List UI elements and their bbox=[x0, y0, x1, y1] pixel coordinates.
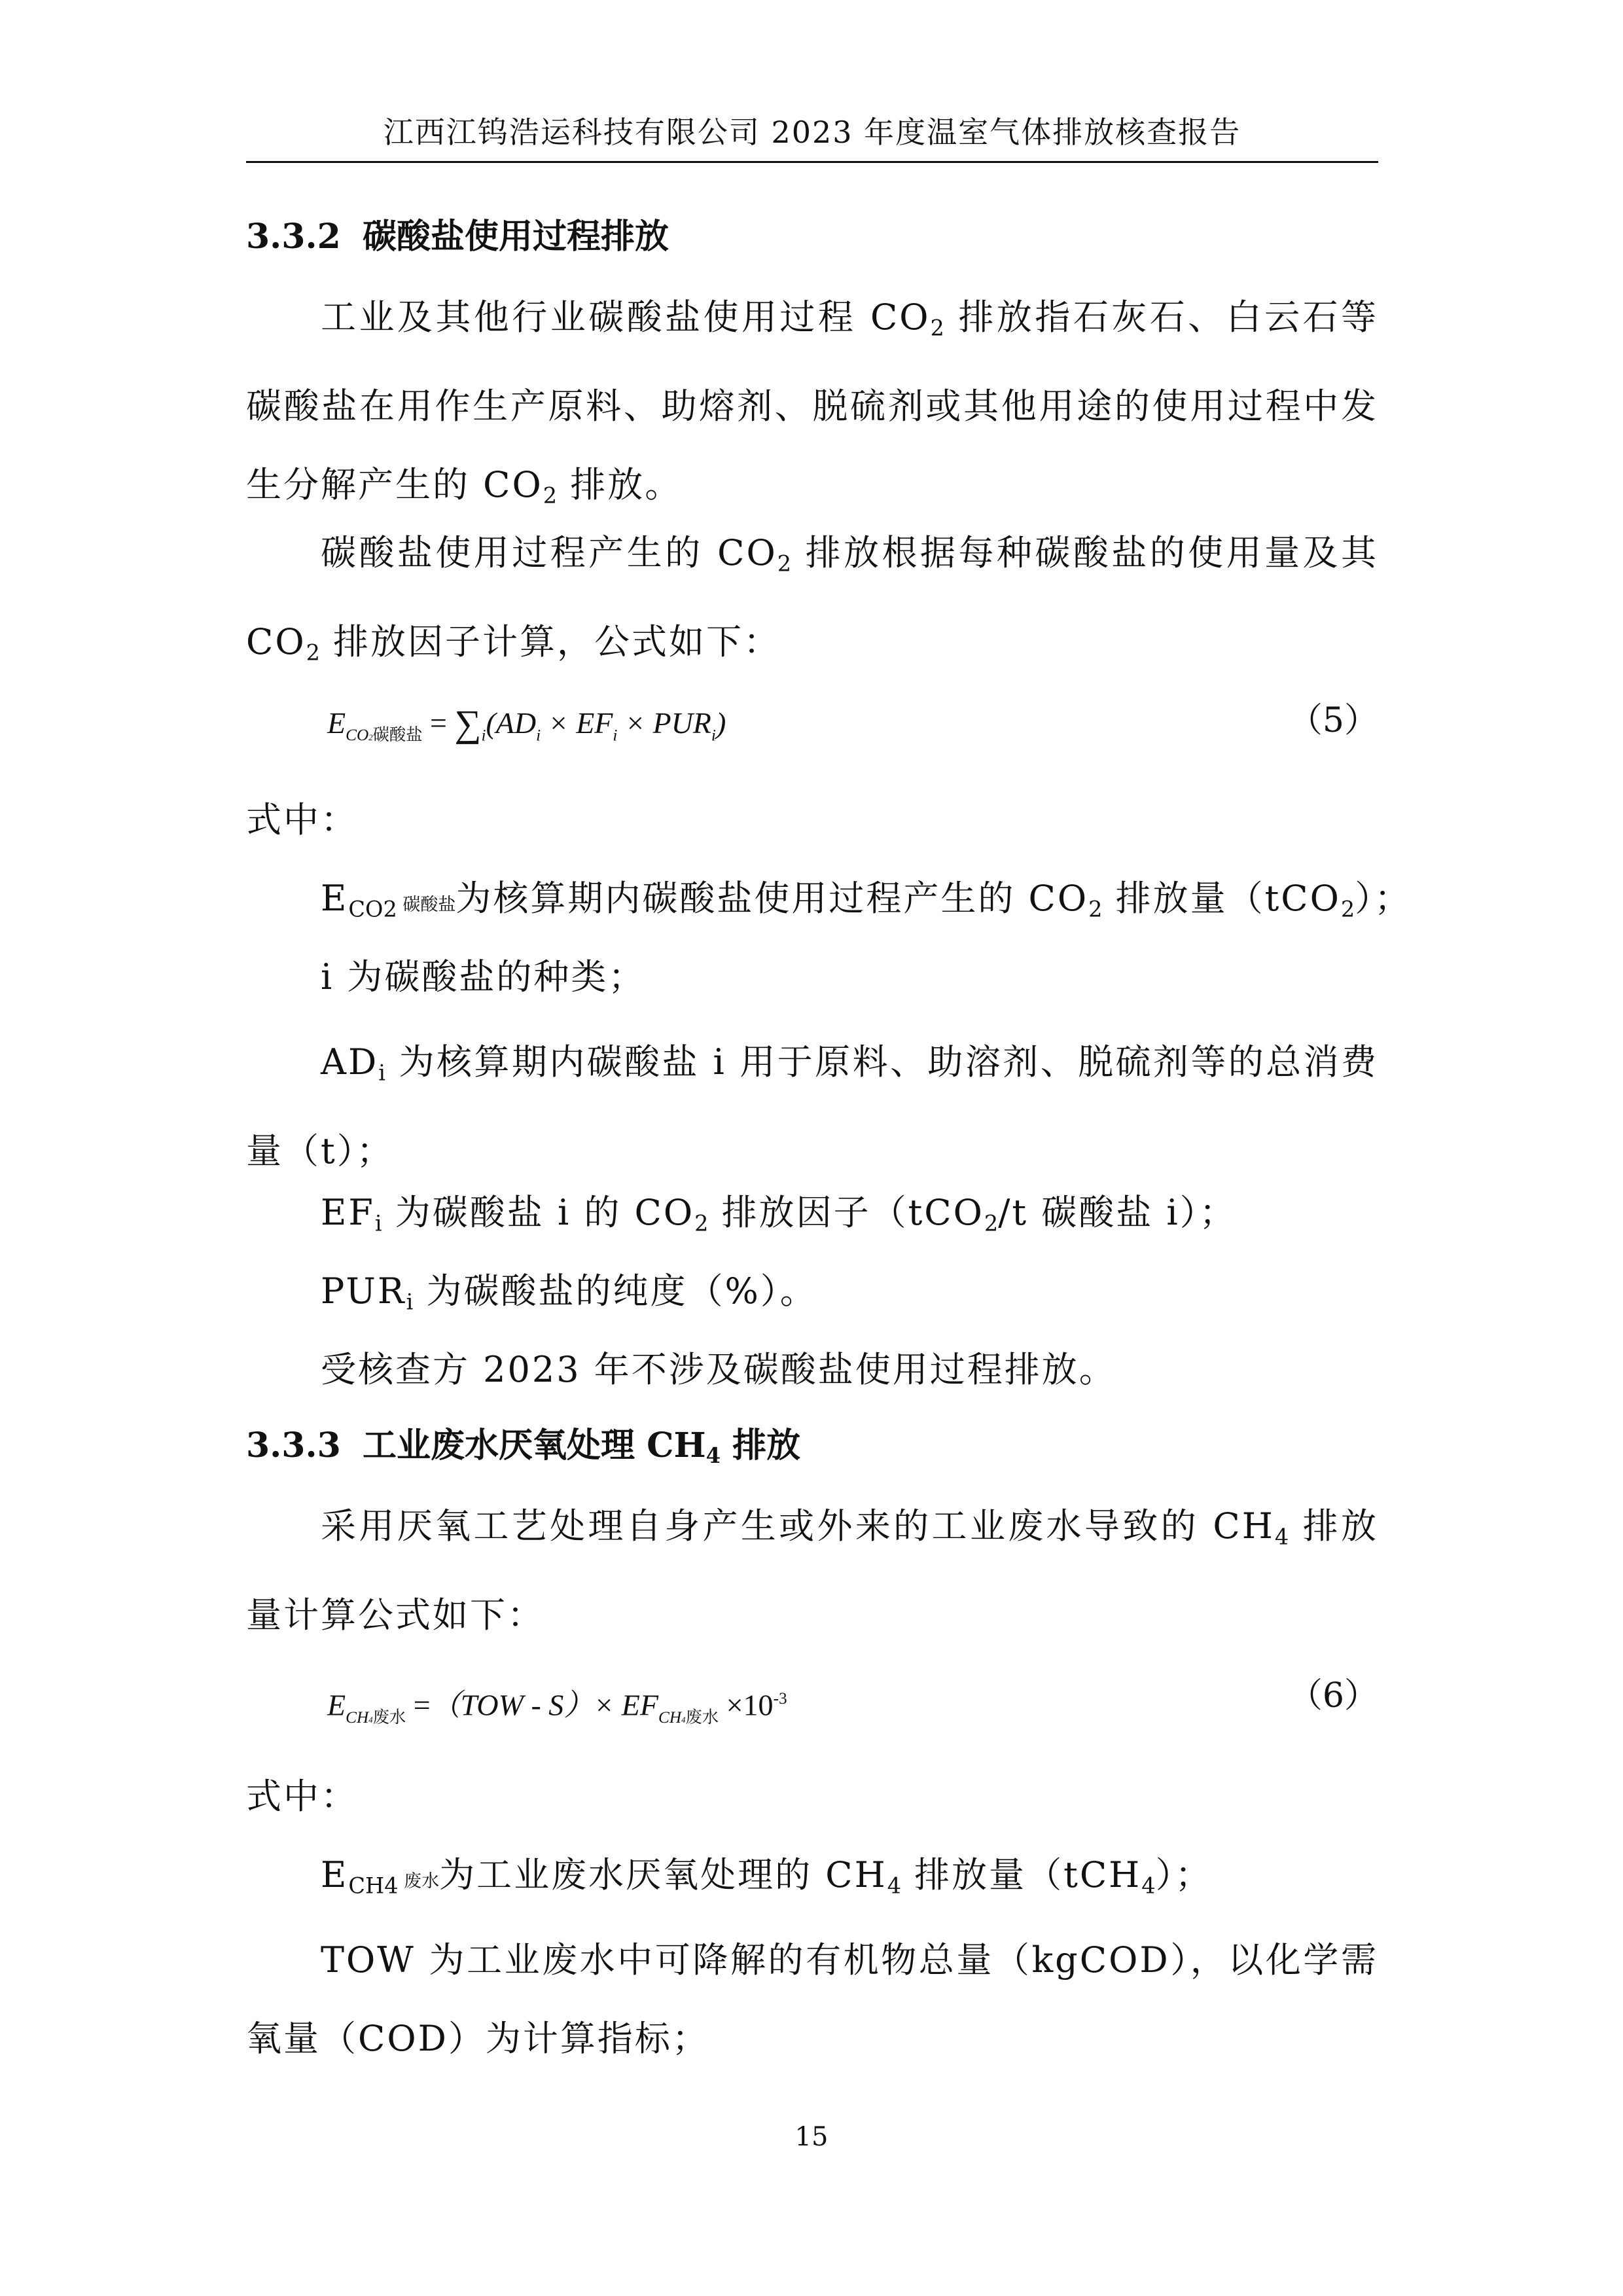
paragraph-wastewater-intro: 采用厌氧工艺处理自身产生或外来的工业废水导致的 $CH_4$ 排放量计算公式如下： bbox=[246, 1505, 1378, 1636]
page-number: 15 bbox=[794, 2122, 829, 2152]
section-title: 工业废水厌氧处理 $CH_4$ 排放 bbox=[363, 1426, 801, 1469]
equation-number-5: （5） bbox=[1288, 701, 1378, 740]
paragraph-carbonate-calc: 碳酸盐使用过程产生的 $CO_2$ 排放根据每种碳酸盐的使用量及其 $CO_2$ 排放因子计算，公式如下： bbox=[246, 532, 1378, 666]
where-label: 式中： bbox=[246, 1776, 358, 1817]
definition-ef: $EF_i$ 为碳酸盐 i 的 $CO_2$ 排放因子（tCO$_2$/t 碳酸盐 i）； bbox=[321, 1192, 1237, 1236]
definition-pur: $PUR_i$ 为碳酸盐的纯度（%）。 bbox=[321, 1270, 817, 1315]
definition-e-ch4: $E_{CH4}$ 废水为工业废水厌氧处理的 $CH_4$ 排放量（tCH$_4$）； bbox=[321, 1854, 1213, 1899]
paragraph-carbonate-intro: 工业及其他行业碳酸盐使用过程 $CO_2$ 排放指石灰石、白云石等碳酸盐在用作生产原料、助熔剂、脱硫剂或其他用途的使用过程中发生分解产生的 $CO_2$ 排放。 bbox=[246, 296, 1378, 509]
section-heading-3-3-2 bbox=[246, 214, 669, 260]
section-number: 3.3.3 bbox=[246, 1426, 341, 1465]
formula-6: $E_{CH4废水} =(TOW - S)\times EF_{CH4废水} \times 10^{-3}$ bbox=[327, 1688, 787, 1727]
where-label: 式中： bbox=[246, 799, 358, 840]
definition-ad: $AD_i$ 为核算期内碳酸盐 i 用于原料、助溶剂、脱硫剂等的总消费量（t）； bbox=[246, 1041, 1378, 1172]
definition-e-co2: $E_{CO2}$ 碳酸盐为核算期内碳酸盐使用过程产生的 $CO_2$ 排放量（tCO$_2$）； bbox=[321, 878, 1412, 922]
formula-5: $E_{CO2碳酸盐} = \sum_i(AD_i \times EF_i \times PUR_i)$ bbox=[327, 703, 726, 745]
section-heading-3-3-3 bbox=[246, 1423, 800, 1479]
definition-i: i 为碳酸盐的种类； bbox=[321, 956, 646, 997]
header-rule bbox=[246, 161, 1378, 163]
page-header: 江西江钨浩运科技有限公司 2023 年度温室气体排放核查报告 bbox=[383, 115, 1241, 150]
section-number: 3.3.2 bbox=[246, 217, 341, 257]
definition-tow: TOW 为工业废水中可降解的有机物总量（kgCOD），以化学需氧量（COD）为计算指标； bbox=[246, 1939, 1378, 2059]
equation-number-6: （6） bbox=[1288, 1676, 1378, 1715]
section-title: 碳酸盐使用过程排放 bbox=[363, 217, 669, 257]
conclusion-carbonate: 受核查方 2023 年不涉及碳酸盐使用过程排放。 bbox=[321, 1349, 1116, 1390]
